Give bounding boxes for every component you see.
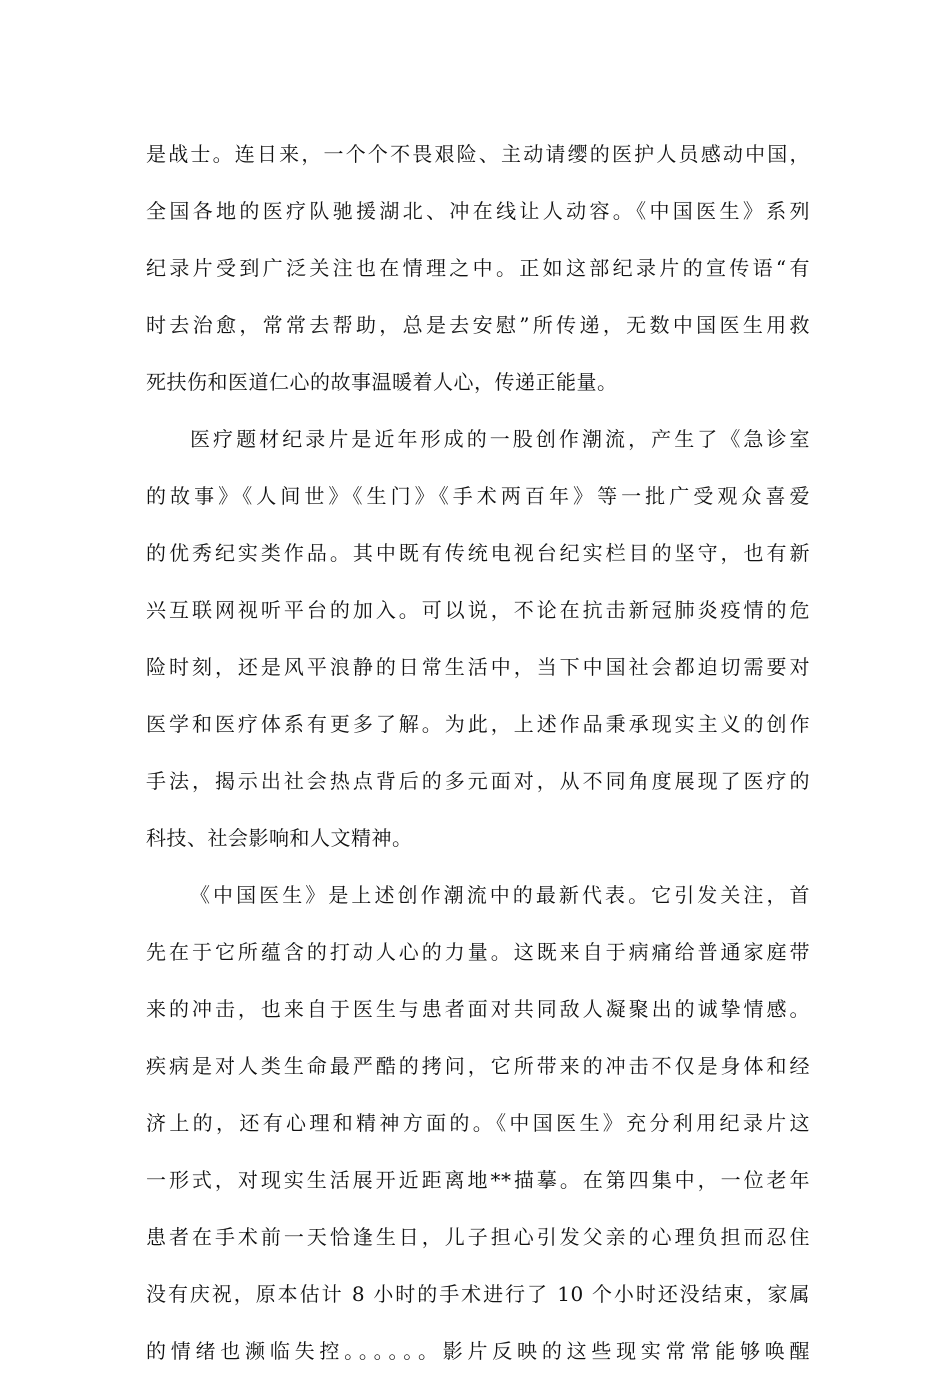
text-line: 医学和医疗体系有更多了解。为此，上述作品秉承现实主义的创作	[146, 712, 810, 736]
text-line: 的优秀纪实类作品。其中既有传统电视台纪实栏目的坚守，也有新	[146, 541, 810, 565]
text-line: 一形式，对现实生活展开近距离地**描摹。在第四集中，一位老年	[146, 1168, 810, 1192]
text-line: 先在于它所蕴含的打动人心的力量。这既来自于病痛给普通家庭带	[146, 940, 810, 964]
text-line: 患者在手术前一天恰逢生日，儿子担心引发父亲的心理负担而忍住	[146, 1225, 810, 1249]
paragraph-start-line: 《中国医生》是上述创作潮流中的最新代表。它引发关注，首	[190, 883, 810, 907]
text-line: 手法，揭示出社会热点背后的多元面对，从不同角度展现了医疗的	[146, 769, 810, 793]
text-line: 险时刻，还是风平浪静的日常生活中，当下中国社会都迫切需要对	[146, 655, 810, 679]
text-line: 疾病是对人类生命最严酷的拷问，它所带来的冲击不仅是身体和经	[146, 1054, 810, 1078]
text-line: 的情绪也濒临失控。。。。。。影片反映的这些现实常常能够唤醒	[146, 1339, 810, 1363]
text-line: 济上的，还有心理和精神方面的。《中国医生》充分利用纪录片这	[146, 1111, 810, 1135]
paragraph-start-line: 医疗题材纪录片是近年形成的一股创作潮流，产生了《急诊室	[190, 427, 810, 451]
text-line: 时去治愈，常常去帮助，总是去安慰”所传递，无数中国医生用救	[146, 313, 810, 337]
text-line: 全国各地的医疗队驰援湖北、冲在线让人动容。《中国医生》系列	[146, 199, 810, 223]
text-line: 的故事》《人间世》《生门》《手术两百年》等一批广受观众喜爱	[146, 484, 810, 508]
body-text	[146, 126, 810, 1380]
text-line: 是战士。连日来，一个个不畏艰险、主动请缨的医护人员感动中国，	[146, 142, 810, 166]
text-line: 死扶伤和医道仁心的故事温暖着人心，传递正能量。	[146, 370, 618, 394]
text-line: 科技、社会影响和人文精神。	[146, 826, 413, 850]
text-line: 来的冲击，也来自于医生与患者面对共同敌人凝聚出的诚挚情感。	[146, 997, 810, 1021]
text-line: 没有庆祝，原本估计 8 小时的手术进行了 10 个小时还没结束，家属	[146, 1282, 810, 1306]
text-line: 纪录片受到广泛关注也在情理之中。正如这部纪录片的宣传语“有	[146, 256, 810, 280]
text-line: 兴互联网视听平台的加入。可以说，不论在抗击新冠肺炎疫情的危	[146, 598, 810, 622]
